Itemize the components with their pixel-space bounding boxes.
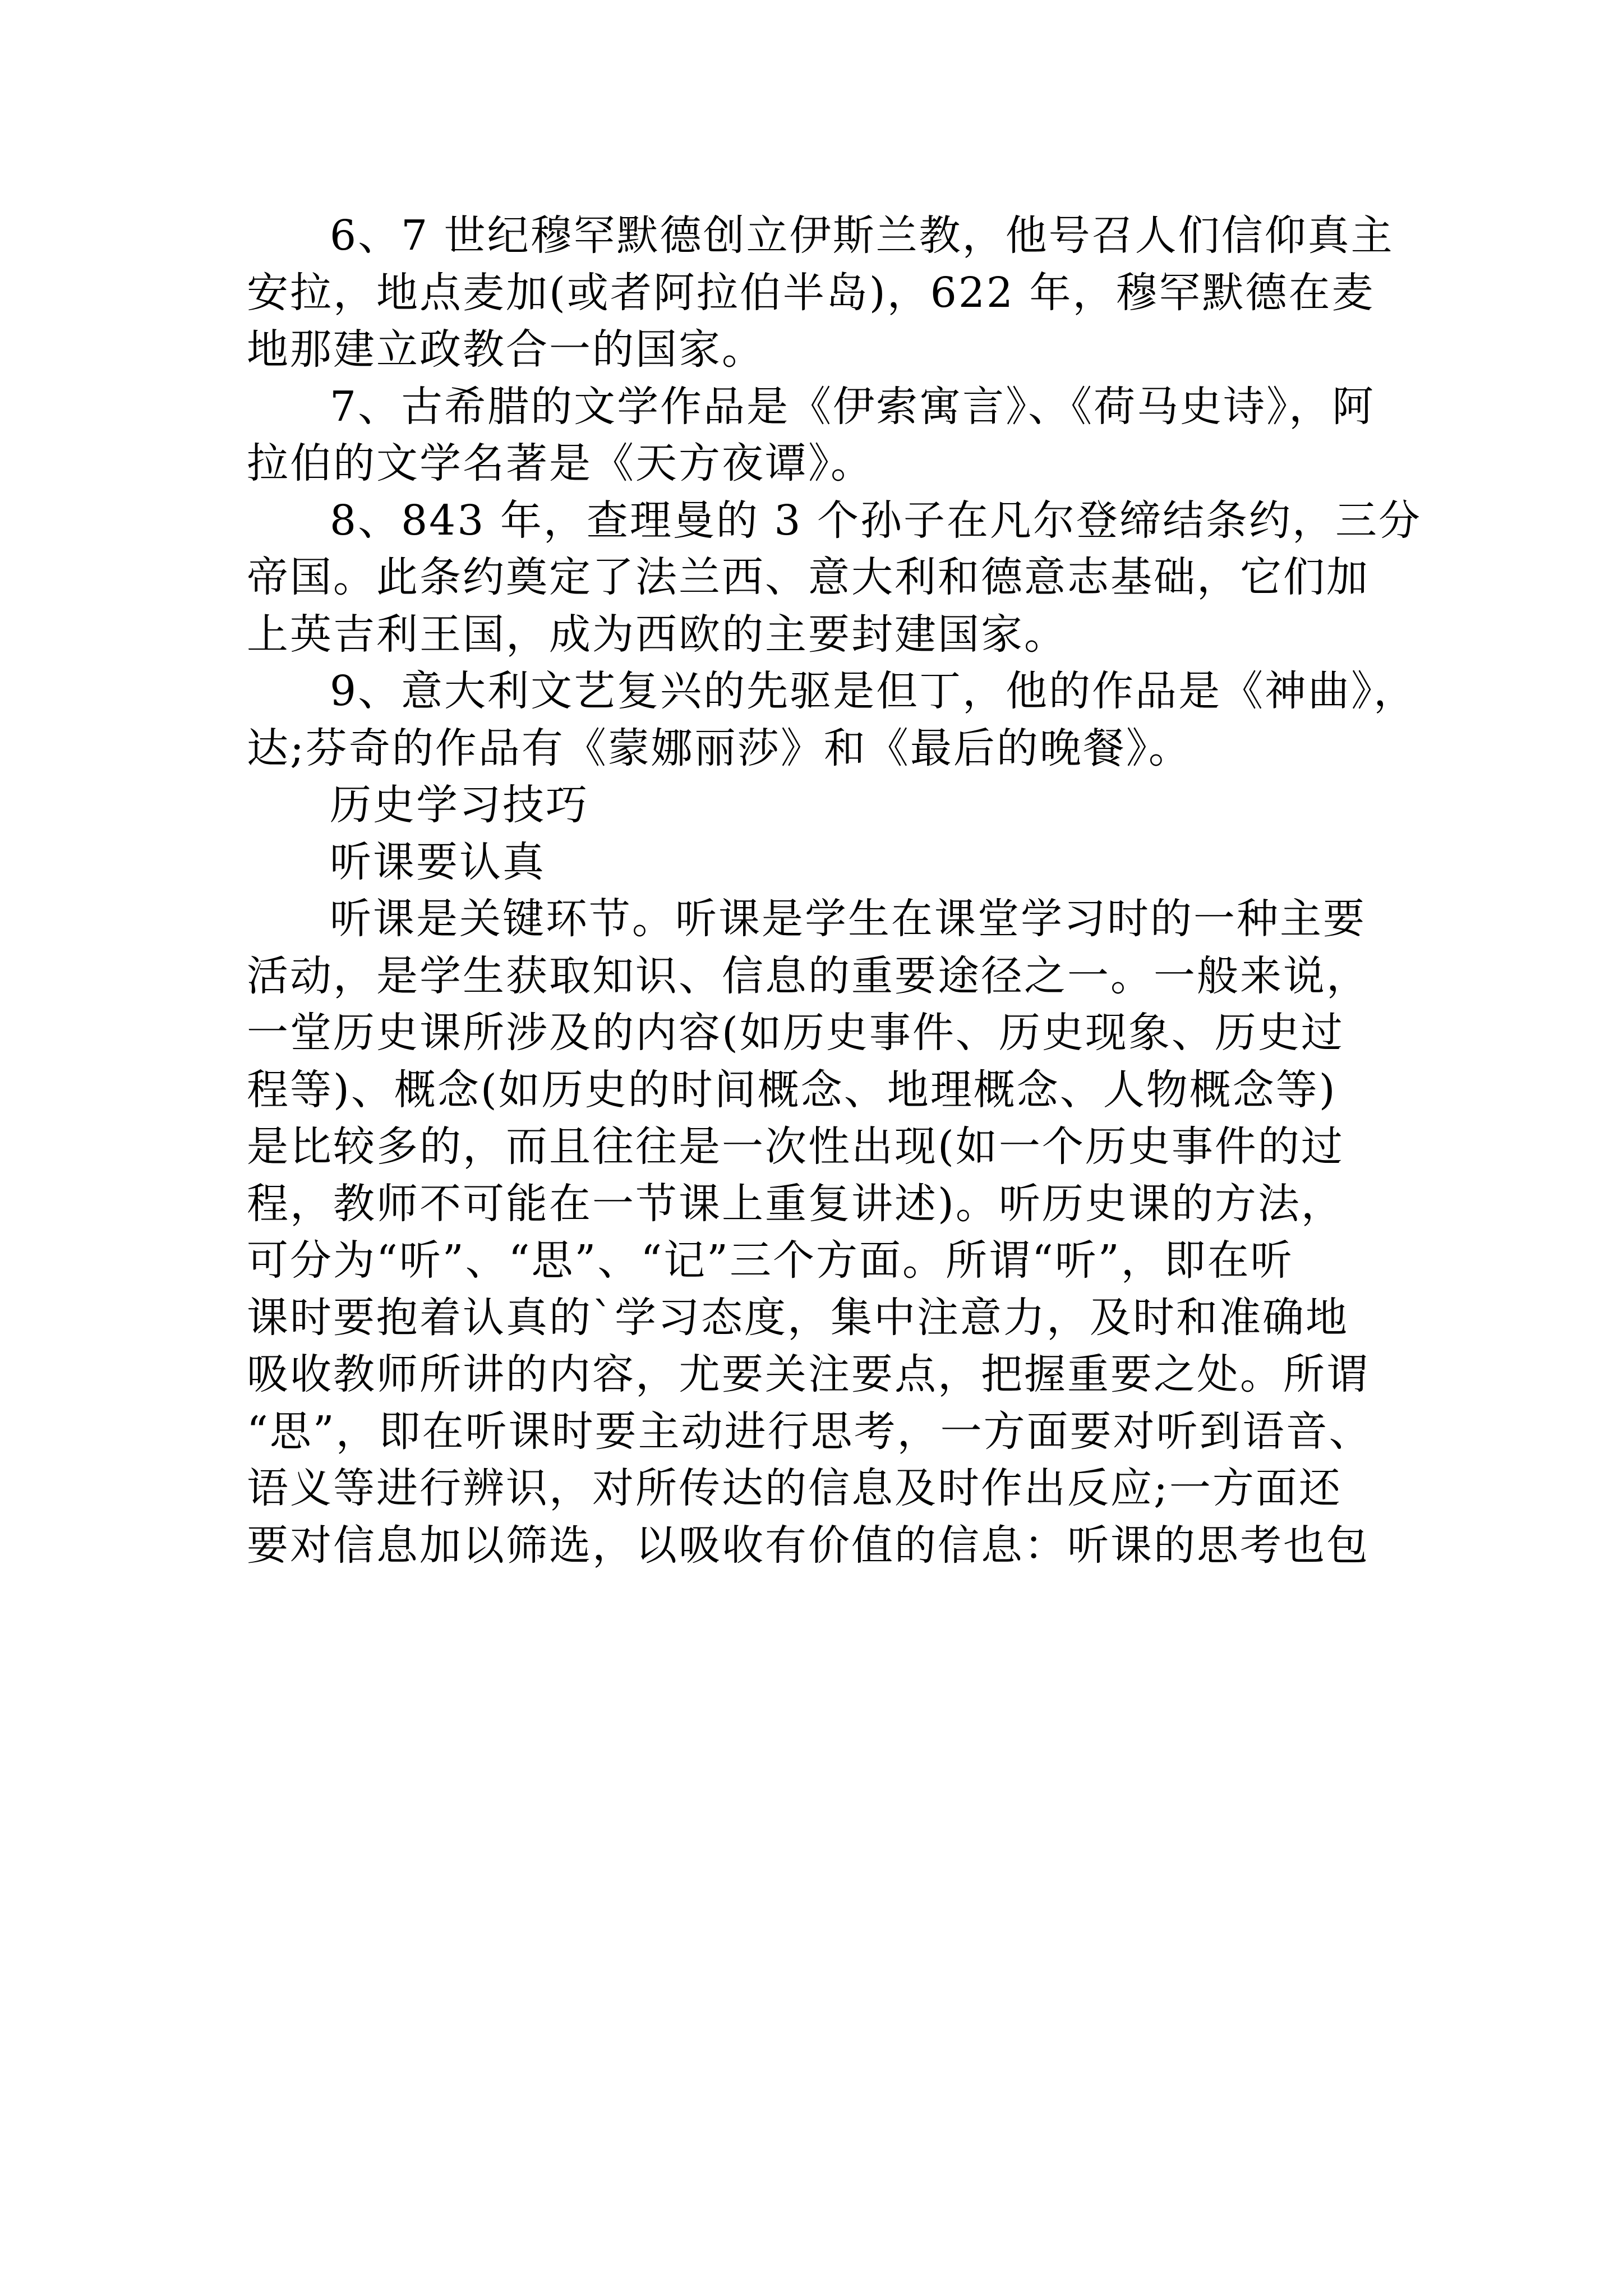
text-line: 程等)、概念(如历史的时间概念、地理概念、人物概念等) bbox=[247, 1065, 1337, 1114]
body-paragraph bbox=[247, 891, 1380, 1574]
text-line: 7、古希腊的文学作品是《伊索寓言》、《荷马史诗》，阿 bbox=[330, 382, 1376, 431]
text-line: 吸收教师所讲的内容，尤要关注要点，把握重要之处。所谓 bbox=[247, 1350, 1370, 1398]
paragraph-item-8 bbox=[247, 493, 1422, 664]
text-line: 程，教师不可能在一节课上重复讲述)。听历史课的方法， bbox=[247, 1179, 1344, 1228]
paragraph-item-6-7 bbox=[247, 208, 1394, 379]
text-line: 8、843 年，查理曼的 3 个孙子在凡尔登缔结条约，三分 bbox=[330, 496, 1422, 545]
text-line: 帝国。此条约奠定了法兰西、意大利和德意志基础，它们加 bbox=[247, 553, 1370, 601]
text-line: 9、意大利文艺复兴的先驱是但丁，他的作品是《神曲》， bbox=[330, 667, 1417, 715]
text-line: 达;芬奇的作品有《蒙娜丽莎》和《最后的晚餐》。 bbox=[247, 724, 1192, 772]
text-line: 是比较多的，而且往往是一次性出现(如一个历史事件的过 bbox=[247, 1122, 1344, 1171]
text-line: 语义等进行辨识，对所传达的信息及时作出反应;一方面还 bbox=[247, 1464, 1342, 1512]
text-line: 安拉，地点麦加(或者阿拉伯半岛)，622 年，穆罕默德在麦 bbox=[247, 268, 1375, 317]
paragraph-item-7 bbox=[247, 379, 1380, 493]
text-line: 历史学习技巧 bbox=[330, 781, 589, 829]
text-line: 6、7 世纪穆罕默德创立伊斯兰教，他号召人们信仰真主 bbox=[330, 211, 1394, 260]
text-line: 一堂历史课所涉及的内容(如历史事件、历史现象、历史过 bbox=[247, 1009, 1344, 1057]
paragraph-item-9 bbox=[247, 663, 1417, 777]
section-heading bbox=[247, 777, 1380, 834]
text-line: 听课是关键环节。听课是学生在课堂学习时的一种主要 bbox=[330, 895, 1366, 943]
text-line: 要对信息加以筛选，以吸收有价值的信息：听课的思考也包 bbox=[247, 1521, 1370, 1570]
text-line: 听课要认真 bbox=[330, 838, 546, 886]
text-line: 上英吉利王国，成为西欧的主要封建国家。 bbox=[247, 610, 1067, 659]
text-line: 地那建立政教合一的国家。 bbox=[247, 325, 765, 374]
text-line: 课时要抱着认真的`学习态度，集中注意力，及时和准确地 bbox=[247, 1293, 1349, 1342]
subsection-heading bbox=[247, 834, 1380, 891]
text-line: 活动，是学生获取知识、信息的重要途径之一。一般来说， bbox=[247, 951, 1370, 1000]
text-line: 拉伯的文学名著是《天方夜谭》。 bbox=[247, 439, 874, 487]
text-line: “思”，即在听课时要主动进行思考，一方面要对听到语音、 bbox=[247, 1407, 1372, 1456]
text-line: 可分为“听”、“思”、“记”三个方面。所谓“听”，即在听 bbox=[247, 1236, 1294, 1285]
document-body bbox=[247, 208, 1422, 1574]
